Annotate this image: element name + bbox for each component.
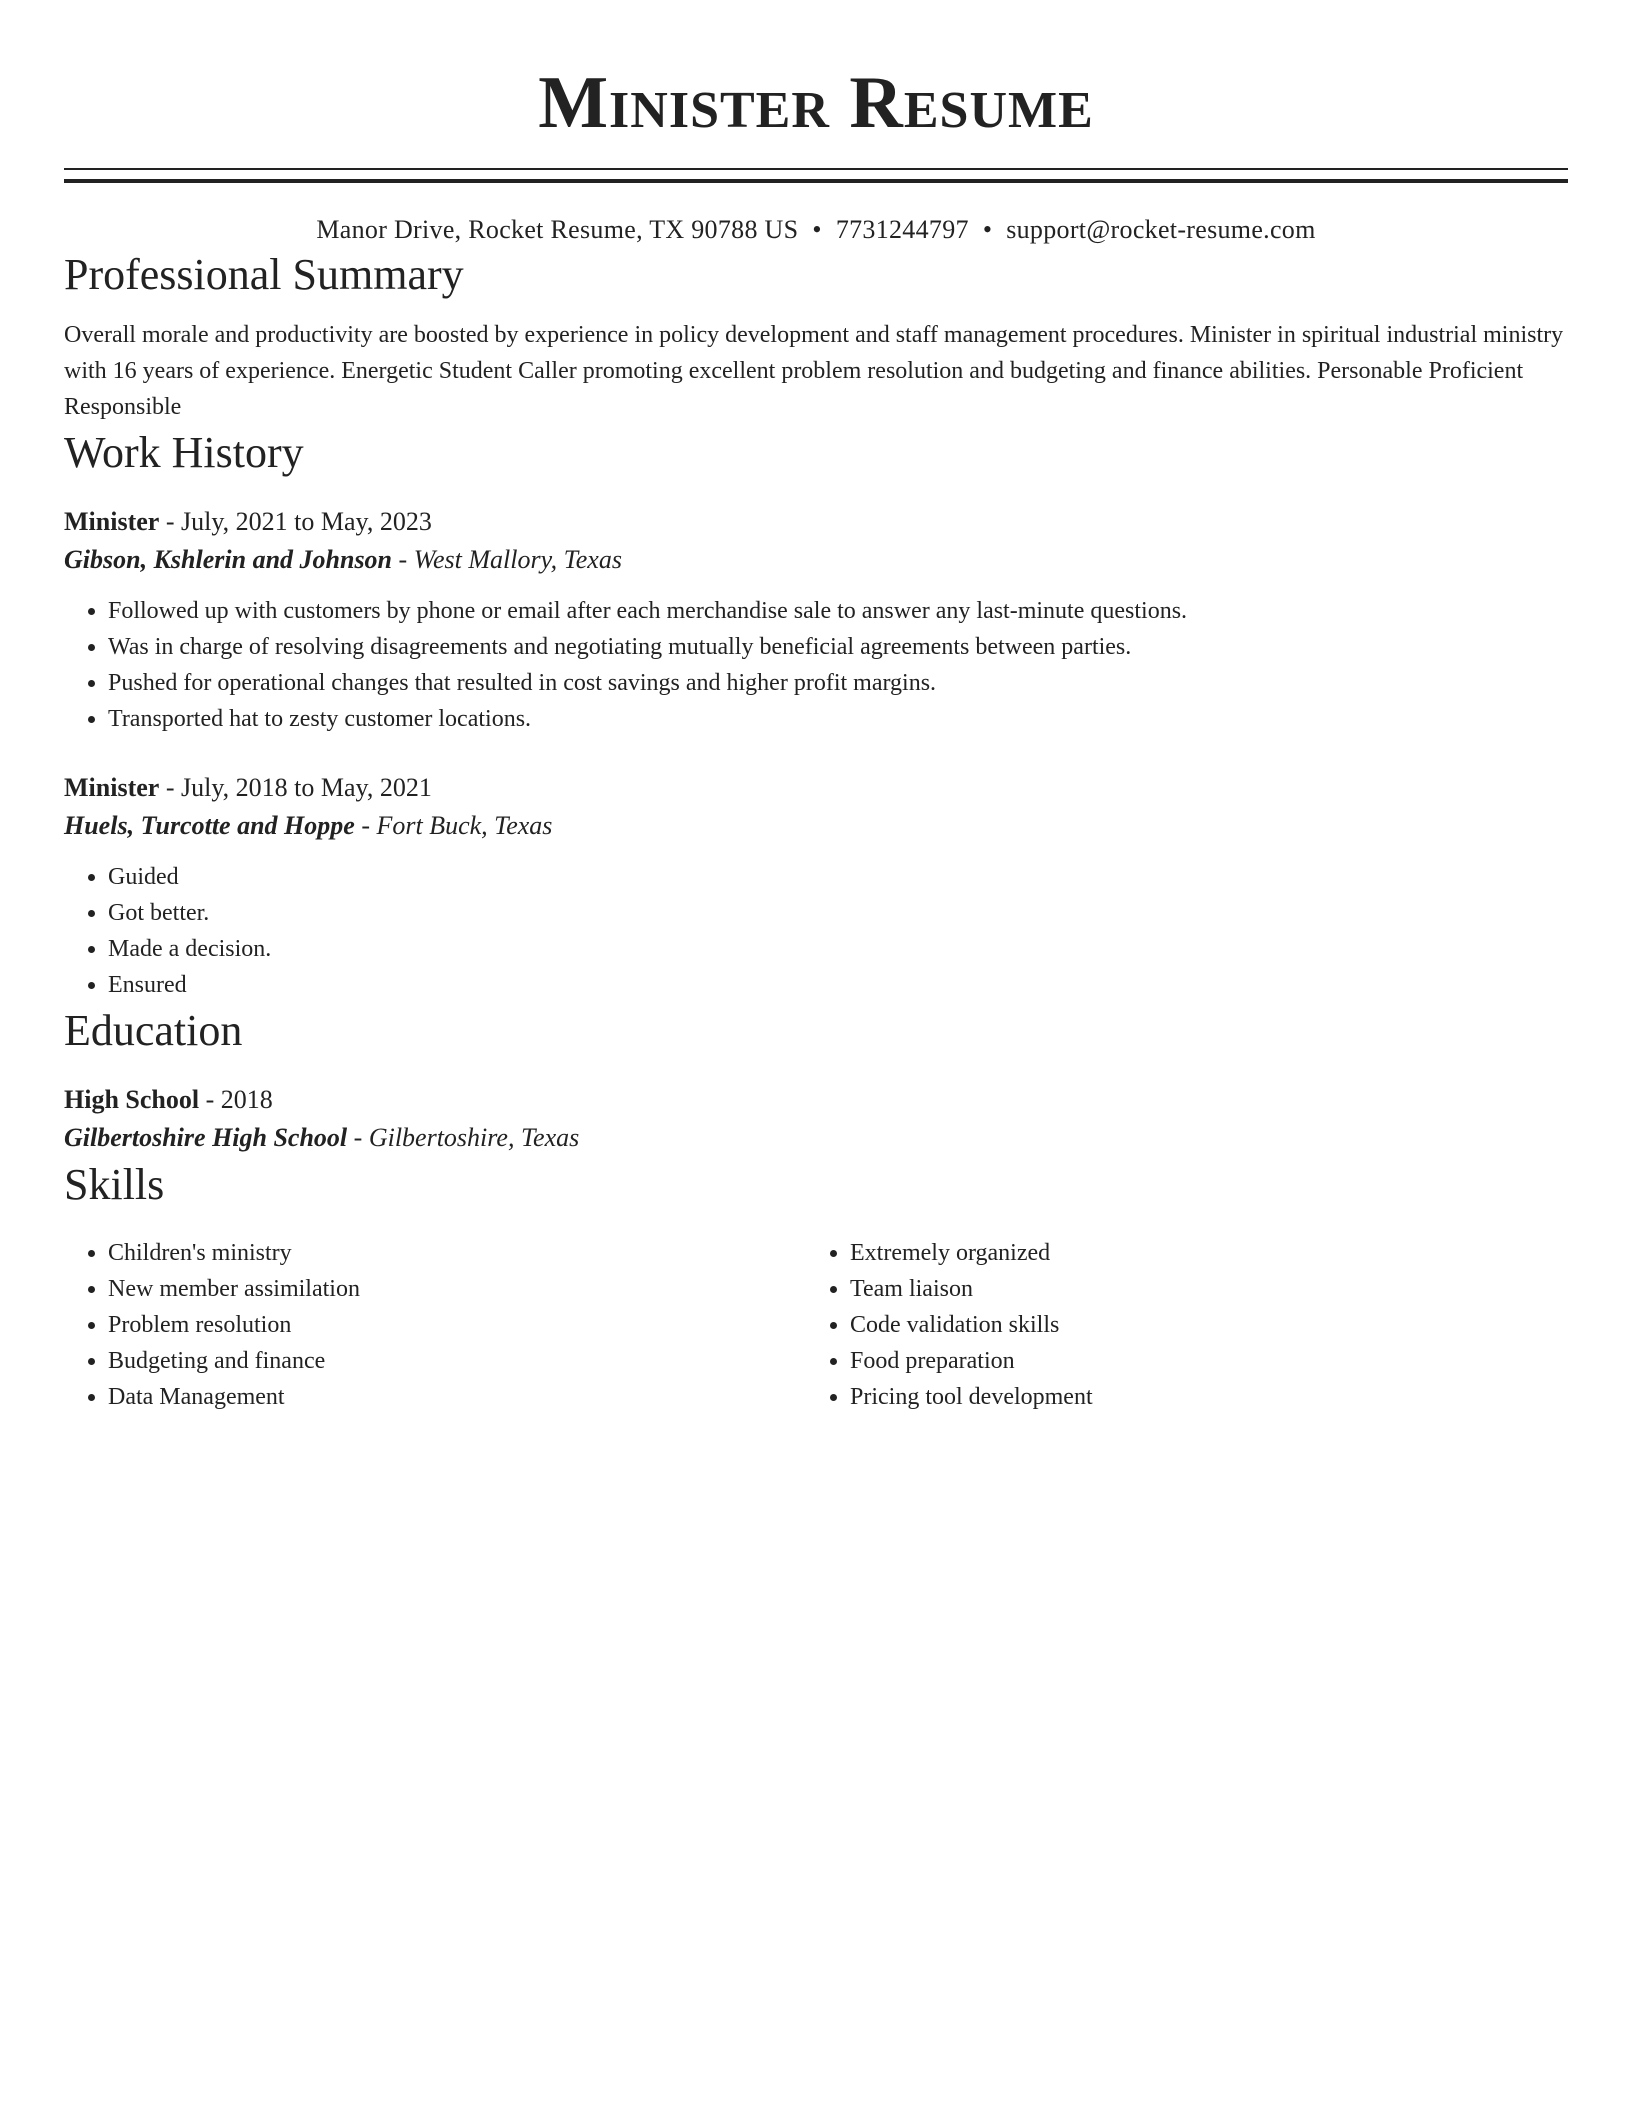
education-entry [64,1081,1568,1157]
contact-separator: • [812,215,822,244]
job-entry [64,503,1568,737]
resume-page [64,0,1568,1415]
section-heading-work: Work History [64,428,304,477]
list-item: • Ensured [108,967,1568,1003]
degree-line [64,1081,1568,1119]
job-title: Minister [64,507,160,536]
list-item: • Followed up with customers by phone or email after each merchandise sale to answer any last-minute questions. [108,593,1568,629]
list-item: • Made a decision. [108,931,1568,967]
job-duties-list [64,593,1568,737]
skills-list [806,1235,1548,1415]
employer-location: - West Mallory, Texas [392,545,622,574]
skills-columns [64,1235,1568,1415]
skill-item: • Food preparation [850,1343,1548,1379]
skill-item: • Budgeting and finance [108,1343,806,1379]
skills-column-left [64,1235,806,1415]
school-line [64,1119,1568,1157]
job-dates: - July, 2018 to May, 2021 [159,773,432,802]
section-heading-education: Education [64,1006,243,1055]
graduation-year: - 2018 [199,1085,273,1114]
work-history-section [64,425,1568,1003]
employer-name: Gibson, Kshlerin and Johnson [64,545,393,574]
title-divider [64,168,1568,183]
employer-name: Huels, Turcotte and Hoppe [64,811,355,840]
skill-item: • Data Management [108,1379,806,1415]
contact-email: support@rocket-resume.com [1006,215,1316,244]
job-title: Minister [64,773,160,802]
job-title-line [64,503,1568,541]
skill-item: • Team liaison [850,1271,1548,1307]
skill-item: • Problem resolution [108,1307,806,1343]
list-item: • Got better. [108,895,1568,931]
school-name: Gilbertoshire High School [64,1123,348,1152]
list-item: • Pushed for operational changes that resulted in cost savings and higher profit margins. [108,665,1568,701]
list-item: • Was in charge of resolving disagreements and negotiating mutually beneficial agreements between parties. [108,629,1568,665]
contact-line [64,213,1568,247]
page-title: Minister Resume [538,62,1094,144]
skill-item: • New member assimilation [108,1271,806,1307]
contact-phone: 7731244797 [835,215,969,244]
job-entry [64,769,1568,1003]
skills-list [64,1235,806,1415]
list-item: • Guided [108,859,1568,895]
job-title-line [64,769,1568,807]
school-location: - Gilbertoshire, Texas [347,1123,580,1152]
degree: High School [64,1085,200,1114]
education-section [64,1003,1568,1157]
skill-item: • Pricing tool development [850,1379,1548,1415]
skills-column-right [806,1235,1548,1415]
professional-summary-section [64,247,1568,425]
list-item: • Transported hat to zesty customer locations. [108,701,1568,737]
job-duties-list [64,859,1568,1003]
skill-item: • Code validation skills [850,1307,1548,1343]
skill-item: • Extremely organized [850,1235,1548,1271]
section-heading-summary: Professional Summary [64,250,464,299]
job-dates: - July, 2021 to May, 2023 [159,507,432,536]
employer-line [64,807,1568,845]
summary-text: Overall morale and productivity are boosted by experience in policy development and staff management procedures. Minister in spiritual industrial ministry with 16 years of experience. Energetic Student Caller promoting excellent problem resolution and budgeting and finance abilities. Personable Proficient Responsible [64,322,1564,420]
contact-address: Manor Drive, Rocket Resume, TX 90788 US [316,215,799,244]
employer-location: - Fort Buck, Texas [354,811,553,840]
section-heading-skills: Skills [64,1160,165,1209]
skill-item: • Children's ministry [108,1235,806,1271]
skills-section [64,1157,1568,1415]
employer-line [64,541,1568,579]
contact-separator: • [982,215,993,244]
